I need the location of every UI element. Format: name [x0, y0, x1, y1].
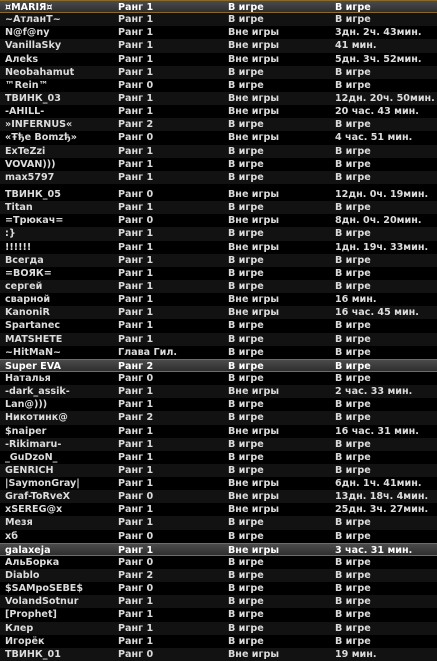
- member-name: Lan@))): [5, 399, 48, 411]
- member-name: ТВИНК_01: [5, 648, 61, 660]
- member-rank: Ранг 1: [118, 158, 154, 170]
- member-name: VolandSotnur: [5, 596, 79, 608]
- member-rank: Ранг 1: [118, 504, 154, 516]
- member-status: В игре: [228, 280, 264, 292]
- member-name: «Ŧђe Bomzђ»: [5, 132, 77, 144]
- member-name: Neobahamut: [5, 66, 75, 78]
- member-last-seen: В игре: [335, 202, 371, 214]
- member-row[interactable]: [0, 372, 437, 385]
- member-name: galaxeja: [5, 544, 51, 556]
- member-row[interactable]: [0, 227, 437, 240]
- member-name: Клер: [5, 622, 34, 634]
- member-rank: Ранг 1: [118, 425, 154, 437]
- member-last-seen: В игре: [335, 320, 371, 332]
- member-rank: Ранг 2: [118, 412, 154, 424]
- member-last-seen: 20 час. 43 мин.: [335, 106, 419, 118]
- member-rank: Ранг 0: [118, 79, 154, 91]
- member-rank: Ранг 1: [118, 451, 154, 463]
- member-status: В игре: [228, 14, 264, 26]
- member-status: Вне игры: [228, 53, 280, 65]
- member-name: Super EVA: [5, 360, 61, 372]
- member-name: MATSHETE: [5, 333, 63, 345]
- member-status: Вне игры: [228, 188, 280, 200]
- member-name: Diablo: [5, 570, 40, 582]
- member-name: ~AтлaнT~: [5, 14, 61, 26]
- member-rank: Ранг 1: [118, 241, 154, 253]
- member-name: Наталья: [5, 372, 51, 384]
- member-status: В игре: [228, 267, 264, 279]
- member-status: В игре: [228, 79, 264, 91]
- member-status: В игре: [228, 320, 264, 332]
- member-status: В игре: [228, 158, 264, 170]
- member-row-selected[interactable]: [0, 543, 437, 556]
- member-last-seen: 16 час. 31 мин.: [335, 425, 419, 437]
- member-last-seen: 12дн. 0ч. 19мин.: [335, 188, 429, 200]
- member-rank: Ранг 1: [118, 399, 154, 411]
- member-status: Вне игры: [228, 132, 280, 144]
- member-last-seen: В игре: [335, 609, 371, 621]
- member-name: Мезя: [5, 517, 33, 529]
- member-row[interactable]: [0, 131, 437, 144]
- member-status: В игре: [228, 570, 264, 582]
- member-name: Titan: [5, 202, 33, 214]
- member-status: В игре: [228, 145, 264, 157]
- member-row[interactable]: [0, 398, 437, 411]
- member-status: В игре: [228, 399, 264, 411]
- member-row[interactable]: [0, 66, 437, 79]
- member-last-seen: 16 час. 45 мин.: [335, 307, 419, 319]
- member-row[interactable]: [0, 254, 437, 267]
- member-rank: Ранг 1: [118, 333, 154, 345]
- member-last-seen: В игре: [335, 583, 371, 595]
- member-last-seen: В игре: [335, 412, 371, 424]
- member-rank: Ранг 1: [118, 609, 154, 621]
- member-last-seen: В игре: [335, 570, 371, 582]
- member-rank: Ранг 0: [118, 556, 154, 568]
- member-rank: Ранг 1: [118, 145, 154, 157]
- member-rank: Ранг 1: [118, 294, 154, 306]
- member-rank: Глава Гил.: [118, 346, 178, 358]
- member-row[interactable]: [0, 280, 437, 293]
- member-name: ТВИНК_05: [5, 188, 61, 200]
- member-name: N@f@ny: [5, 27, 50, 39]
- member-last-seen: В игре: [335, 66, 371, 78]
- member-name: ТВИНК_03: [5, 92, 61, 104]
- member-status: В игре: [228, 556, 264, 568]
- member-status: В игре: [228, 530, 264, 542]
- member-status: Вне игры: [228, 241, 280, 253]
- member-status: В игре: [228, 412, 264, 424]
- member-row[interactable]: [0, 158, 437, 171]
- member-rank: Ранг 2: [118, 119, 154, 131]
- member-status: Вне игры: [228, 215, 280, 227]
- member-rank: Ранг 1: [118, 66, 154, 78]
- member-last-seen: В игре: [335, 280, 371, 292]
- member-row[interactable]: [0, 39, 437, 52]
- member-name: KanoniR: [5, 307, 50, 319]
- member-status: В игре: [228, 171, 264, 183]
- member-row[interactable]: [0, 53, 437, 66]
- member-name: :}: [5, 228, 16, 240]
- member-row[interactable]: [0, 622, 437, 635]
- member-name: -Rikimaru-: [5, 438, 62, 450]
- member-last-seen: В игре: [335, 399, 371, 411]
- member-rank: Ранг 1: [118, 202, 154, 214]
- member-last-seen: В игре: [335, 346, 371, 358]
- member-row[interactable]: [0, 214, 437, 227]
- member-row[interactable]: [0, 635, 437, 648]
- member-status: Вне игры: [228, 478, 280, 490]
- member-rank: Ранг 1: [118, 106, 154, 118]
- member-last-seen: 12дн. 20ч. 50мин.: [335, 92, 435, 104]
- member-row[interactable]: [0, 118, 437, 131]
- member-rank: Ранг 1: [118, 478, 154, 490]
- member-name: VanillaSky: [5, 40, 62, 52]
- member-status: Вне игры: [228, 92, 280, 104]
- member-last-seen: В игре: [335, 635, 371, 647]
- member-last-seen: 13дн. 18ч. 4мин.: [335, 491, 429, 503]
- member-status: В игре: [228, 635, 264, 647]
- member-rank: Ранг 0: [118, 372, 154, 384]
- member-row[interactable]: [0, 306, 437, 319]
- member-rank: Ранг 2: [118, 570, 154, 582]
- member-rank: Ранг 1: [118, 635, 154, 647]
- member-row[interactable]: [0, 569, 437, 582]
- member-last-seen: 3дн. 2ч. 43мин.: [335, 27, 422, 39]
- member-last-seen: В игре: [335, 228, 371, 240]
- member-name: [Prophet]: [5, 609, 57, 621]
- member-name: =ВОЯК=: [5, 267, 52, 279]
- member-status: Вне игры: [228, 40, 280, 52]
- member-last-seen: 16 мин.: [335, 294, 377, 306]
- member-status: В игре: [228, 202, 264, 214]
- member-row-selected[interactable]: [0, 359, 437, 372]
- member-row-selected[interactable]: [0, 0, 437, 13]
- member-row[interactable]: [0, 105, 437, 118]
- member-last-seen: 8дн. 0ч. 20мин.: [335, 215, 422, 227]
- member-status: Вне игры: [228, 106, 280, 118]
- member-last-seen: В игре: [335, 79, 371, 91]
- member-rank: Ранг 1: [118, 53, 154, 65]
- member-rank: Ранг 1: [118, 27, 154, 39]
- member-status: В игре: [228, 609, 264, 621]
- member-row[interactable]: [0, 267, 437, 280]
- member-name: =Трюкач=: [5, 215, 64, 227]
- member-last-seen: В игре: [335, 254, 371, 266]
- member-name: VOVAN))): [5, 158, 56, 170]
- member-last-seen: В игре: [335, 119, 371, 131]
- member-last-seen: 25дн. 3ч. 27мин.: [335, 504, 429, 516]
- member-row[interactable]: [0, 425, 437, 438]
- member-last-seen: В игре: [335, 517, 371, 529]
- member-name: ¤MARIЯ¤: [5, 2, 53, 13]
- member-rank: Ранг 0: [118, 132, 154, 144]
- member-last-seen: В игре: [335, 596, 371, 608]
- member-last-seen: В игре: [335, 158, 371, 170]
- member-name: ~HitMaN~: [5, 346, 62, 358]
- member-status: В игре: [228, 438, 264, 450]
- member-name: _GuDzoN_: [5, 451, 58, 463]
- member-status: В игре: [228, 517, 264, 529]
- member-last-seen: В игре: [335, 622, 371, 634]
- member-name: Graf-ToRveX: [5, 491, 71, 503]
- member-name: xб: [5, 530, 18, 542]
- member-status: В игре: [228, 346, 264, 358]
- member-row[interactable]: [0, 92, 437, 105]
- member-rank: Ранг 1: [118, 171, 154, 183]
- member-status: Вне игры: [228, 294, 280, 306]
- member-status: В игре: [228, 228, 264, 240]
- member-last-seen: В игре: [335, 464, 371, 476]
- member-last-seen: В игре: [335, 556, 371, 568]
- member-last-seen: 4 час. 51 мин.: [335, 132, 413, 144]
- member-row[interactable]: [0, 608, 437, 621]
- member-last-seen: В игре: [335, 372, 371, 384]
- member-rank: Ранг 1: [118, 438, 154, 450]
- member-rank: Ранг 0: [118, 648, 154, 660]
- member-name: -dark_assik-: [5, 386, 70, 398]
- member-last-seen: 41 мин.: [335, 40, 377, 52]
- member-name: Никотинк@: [5, 412, 68, 424]
- member-status: В игре: [228, 66, 264, 78]
- member-row[interactable]: [0, 595, 437, 608]
- member-row[interactable]: [0, 293, 437, 306]
- member-name: max5797: [5, 171, 55, 183]
- member-rank: Ранг 0: [118, 215, 154, 227]
- member-rank: Ранг 1: [118, 517, 154, 529]
- member-rank: Ранг 0: [118, 188, 154, 200]
- member-last-seen: В игре: [335, 145, 371, 157]
- member-status: Вне игры: [228, 648, 280, 660]
- member-last-seen: В игре: [335, 360, 371, 372]
- member-rank: Ранг 1: [118, 464, 154, 476]
- member-last-seen: В игре: [335, 14, 371, 26]
- member-status: В игре: [228, 2, 264, 13]
- member-row[interactable]: [0, 26, 437, 39]
- member-rank: Ранг 1: [118, 92, 154, 104]
- member-row[interactable]: [0, 201, 437, 214]
- member-name: Spartanec: [5, 320, 61, 332]
- member-rank: Ранг 2: [118, 360, 154, 372]
- member-row[interactable]: [0, 346, 437, 359]
- member-last-seen: 3 час. 31 мин.: [335, 544, 413, 556]
- member-name: |SaymonGray|: [5, 478, 80, 490]
- member-rank: Ранг 1: [118, 267, 154, 279]
- member-last-seen: В игре: [335, 333, 371, 345]
- member-status: В игре: [228, 254, 264, 266]
- member-name: $naiper: [5, 425, 47, 437]
- member-name: сергей: [5, 280, 43, 292]
- member-row[interactable]: [0, 556, 437, 569]
- member-last-seen: 6дн. 1ч. 41мин.: [335, 478, 422, 490]
- member-row[interactable]: [0, 145, 437, 158]
- member-rank: Ранг 1: [118, 386, 154, 398]
- member-status: Вне игры: [228, 504, 280, 516]
- member-status: В игре: [228, 372, 264, 384]
- member-status: Вне игры: [228, 544, 280, 556]
- member-name: -AHILL-: [5, 106, 45, 118]
- member-last-seen: В игре: [335, 451, 371, 463]
- member-status: Вне игры: [228, 386, 280, 398]
- member-row[interactable]: [0, 171, 437, 184]
- member-row[interactable]: [0, 411, 437, 424]
- member-name: »INFERNUS«: [5, 119, 73, 131]
- member-rank: Ранг 0: [118, 530, 154, 542]
- member-status: В игре: [228, 596, 264, 608]
- member-name: GENRICH: [5, 464, 54, 476]
- member-status: В игре: [228, 360, 264, 372]
- member-rank: Ранг 1: [118, 307, 154, 319]
- member-last-seen: 19 мин.: [335, 648, 377, 660]
- member-status: В игре: [228, 464, 264, 476]
- member-row[interactable]: [0, 477, 437, 490]
- member-name: Aлeks: [5, 53, 39, 65]
- member-name: !!!!!!: [5, 241, 32, 253]
- member-status: В игре: [228, 583, 264, 595]
- member-status: В игре: [228, 119, 264, 131]
- member-last-seen: 2 час. 33 мин.: [335, 386, 413, 398]
- member-rank: Ранг 1: [118, 544, 154, 556]
- member-status: Вне игры: [228, 491, 280, 503]
- member-status: В игре: [228, 333, 264, 345]
- member-name: ™Rein™: [5, 79, 49, 91]
- member-row[interactable]: [0, 503, 437, 516]
- member-rank: Ранг 1: [118, 14, 154, 26]
- member-name: $SAMpoSEBE$: [5, 583, 84, 595]
- member-row[interactable]: [0, 464, 437, 477]
- member-rank: Ранг 1: [118, 320, 154, 332]
- member-row[interactable]: [0, 319, 437, 332]
- member-rank: Ранг 1: [118, 596, 154, 608]
- member-rank: Ранг 0: [118, 583, 154, 595]
- member-name: xSEREG@x: [5, 504, 63, 516]
- member-last-seen: В игре: [335, 530, 371, 542]
- member-last-seen: В игре: [335, 2, 371, 13]
- member-last-seen: В игре: [335, 171, 371, 183]
- member-row[interactable]: [0, 438, 437, 451]
- member-row[interactable]: [0, 648, 437, 661]
- member-last-seen: 5дн. 3ч. 52мин.: [335, 53, 422, 65]
- member-rank: Ранг 1: [118, 622, 154, 634]
- member-last-seen: В игре: [335, 267, 371, 279]
- member-row[interactable]: [0, 241, 437, 254]
- member-status: Вне игры: [228, 307, 280, 319]
- member-row[interactable]: [0, 188, 437, 201]
- member-row[interactable]: [0, 530, 437, 543]
- member-last-seen: 1дн. 19ч. 33мин.: [335, 241, 429, 253]
- member-row[interactable]: [0, 582, 437, 595]
- member-status: Вне игры: [228, 425, 280, 437]
- member-status: В игре: [228, 451, 264, 463]
- member-name: АльБорка: [5, 556, 60, 568]
- member-row[interactable]: [0, 516, 437, 529]
- member-row[interactable]: [0, 451, 437, 464]
- member-name: сварной: [5, 294, 51, 306]
- member-status: В игре: [228, 622, 264, 634]
- member-rank: Ранг 1: [118, 40, 154, 52]
- member-row[interactable]: [0, 490, 437, 503]
- member-name: Всегда: [5, 254, 44, 266]
- member-row[interactable]: [0, 385, 437, 398]
- member-status: Вне игры: [228, 27, 280, 39]
- member-rank: Ранг 1: [118, 280, 154, 292]
- member-rank: Ранг 0: [118, 491, 154, 503]
- member-last-seen: В игре: [335, 438, 371, 450]
- member-name: Игорёк: [5, 635, 45, 647]
- member-row[interactable]: [0, 13, 437, 26]
- member-name: ExTeZzi: [5, 145, 46, 157]
- member-row[interactable]: [0, 333, 437, 346]
- member-rank: Ранг 1: [118, 228, 154, 240]
- member-rank: Ранг 1: [118, 254, 154, 266]
- member-rank: Ранг 1: [118, 2, 154, 13]
- member-row[interactable]: [0, 79, 437, 92]
